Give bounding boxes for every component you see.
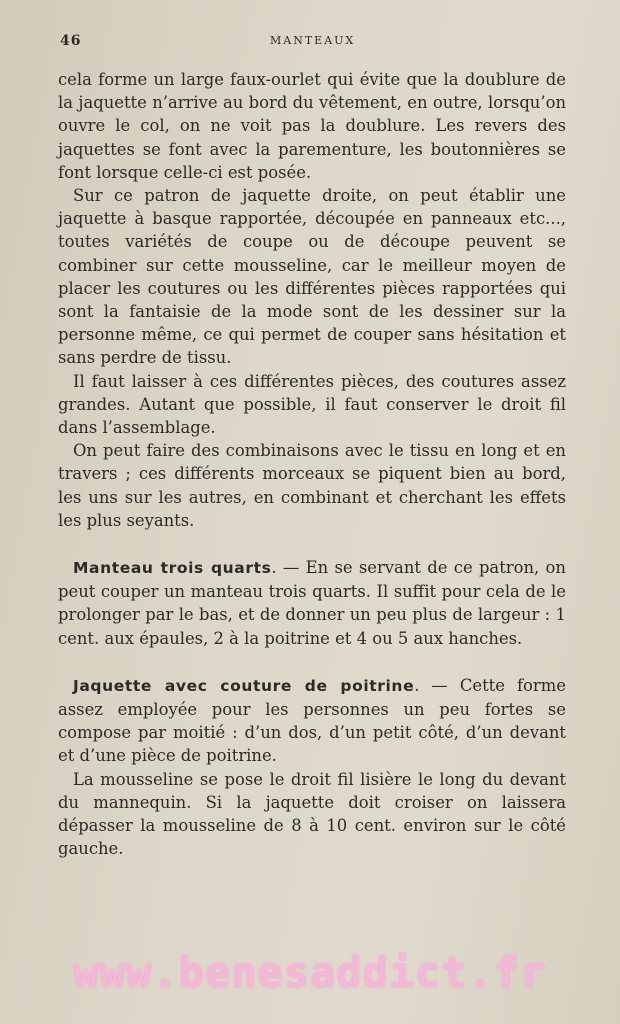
section-manteau-trois-quarts <box>58 556 566 650</box>
section-jaquette-couture <box>58 674 566 768</box>
watermark-url: www.benesaddict.fr <box>73 948 547 997</box>
paragraph-3: Il faut laisser à ces différentes pièces, des coutures assez grandes. Autant que possible, il faut conserver le droit fil dans l’assemblage. <box>58 371 566 438</box>
body-text <box>58 68 566 861</box>
section-heading-jaquette: Jaquette avec couture de poitrine <box>73 676 415 695</box>
section-text-manteau: . — En se servant de ce patron, on peut couper un manteau trois quarts. Il suffit pour cela de le prolonger par le bas, et de donner un peu plus de largeur : 1 cent. aux épaules, 2 à la poitrine et 4 ou 5 aux hanches. <box>58 558 566 648</box>
paragraph-2: Sur ce patron de jaquette droite, on peut établir une jaquette à basque rapportée, découpée en panneaux etc..., toutes variétés de coupe ou de découpe peuvent se combiner sur cette mousseline, car le meilleur moyen de placer les coutures ou les différentes pièces rapportées qui sont la fantaisie de la mode sont de les dessiner sur la personne même, ce qui permet de couper sans hésitation et sans perdre de tissu. <box>58 186 566 368</box>
running-head: MANTEAUX <box>270 34 356 47</box>
page-number: 46 <box>60 33 82 49</box>
section-text-jaquette: . — Cette forme assez employée pour les personnes un peu fortes se compose par moitié : d’un dos, d’un petit côté, d’un devant et d’une pièce de poitrine. <box>58 675 567 766</box>
paragraph-1: cela forme un large faux-ourlet qui évite que la doublure de la jaquette n’arrive au bord du vêtement, en outre, lorsqu’on ouvre le col, on ne voit pas la doublure. Les revers des jaquettes se font avec la parementure, les boutonnières se font lorsque celle-ci est posée. <box>58 70 566 182</box>
paragraph-4: On peut faire des combinaisons avec le tissu en long et en travers ; ces différents morceaux se piquent bien au bord, les uns sur les autres, en combinant et cherchant les effets les plus seyants. <box>58 441 566 530</box>
section-heading-manteau: Manteau trois quarts <box>73 559 272 578</box>
page-header <box>60 33 590 53</box>
paragraph-5: La mousseline se pose le droit fil lisière le long du devant du mannequin. Si la jaquette doit croiser on laissera dépasser la mousseline de 8 à 10 cent. environ sur le côté gauche. <box>58 769 566 859</box>
